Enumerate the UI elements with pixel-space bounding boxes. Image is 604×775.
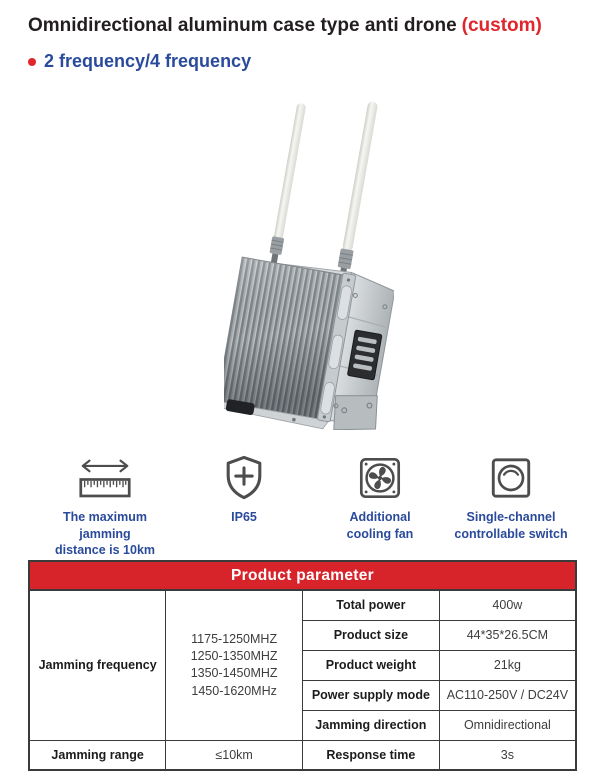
spec-value-jamming-range: ≤10km: [166, 740, 303, 770]
spec-label-product-weight: Product weight: [303, 650, 440, 680]
page-title-text: Omnidirectional aluminum case type anti drone: [28, 15, 457, 36]
cooling-fan-icon: [325, 450, 435, 502]
ruler-distance-icon: [45, 450, 165, 502]
spec-label-jamming-frequency: Jamming frequency: [29, 590, 166, 740]
spec-label-product-size: Product size: [303, 620, 440, 650]
spec-value-power-supply-mode: AC110-250V / DC24V: [439, 680, 576, 710]
table-title: Product parameter: [29, 561, 576, 590]
spec-label-jamming-range: Jamming range: [29, 740, 166, 770]
table-row: [29, 740, 576, 770]
frequency-line: 1450-1620MHz: [191, 683, 277, 698]
feature-label: Additional cooling fan: [346, 510, 414, 541]
feature-ip65: [194, 450, 294, 526]
feature-controllable-switch: [432, 450, 590, 542]
spec-label-total-power: Total power: [303, 590, 440, 620]
product-image: [224, 94, 394, 430]
anti-drone-device-illustration: [224, 94, 394, 430]
page-title: [28, 15, 542, 37]
feature-cooling-fan: [325, 450, 435, 542]
spec-value-jamming-frequency: [166, 590, 303, 740]
antenna-left: [267, 102, 307, 267]
feature-label: The maximum jamming distance is 10km: [54, 510, 156, 557]
shield-plus-icon: [194, 450, 294, 502]
page-subtitle: [28, 51, 251, 72]
spec-value-response-time: 3s: [439, 740, 576, 770]
frequency-line: 1175-1250MHZ: [191, 631, 278, 646]
bullet-icon: [28, 58, 36, 66]
spec-value-product-weight: 21kg: [439, 650, 576, 680]
frequency-line: 1250-1350MHZ: [190, 649, 278, 663]
antenna-right: [336, 101, 380, 280]
spec-value-product-size: 44*35*26.5CM: [439, 620, 576, 650]
knob-switch-icon: [432, 450, 590, 502]
spec-label-response-time: Response time: [303, 740, 440, 770]
aluminum-case: [224, 253, 394, 430]
page-subtitle-text: 2 frequency/4 frequency: [44, 51, 252, 71]
table-header-row: [29, 561, 576, 590]
feature-label: Single-channel controllable switch: [454, 510, 568, 541]
spec-value-total-power: 400w: [439, 590, 576, 620]
spec-value-jamming-direction: Omnidirectional: [439, 710, 576, 740]
spec-label-jamming-direction: Jamming direction: [303, 710, 440, 740]
feature-label: IP65: [231, 510, 257, 524]
product-parameter-table: [28, 560, 577, 771]
table-row: [29, 590, 576, 620]
feature-jamming-distance: [45, 450, 165, 559]
frequency-line: 1350-1450MHZ: [190, 666, 278, 681]
spec-label-power-supply-mode: Power supply mode: [303, 680, 440, 710]
page-title-accent: (custom): [461, 15, 542, 36]
